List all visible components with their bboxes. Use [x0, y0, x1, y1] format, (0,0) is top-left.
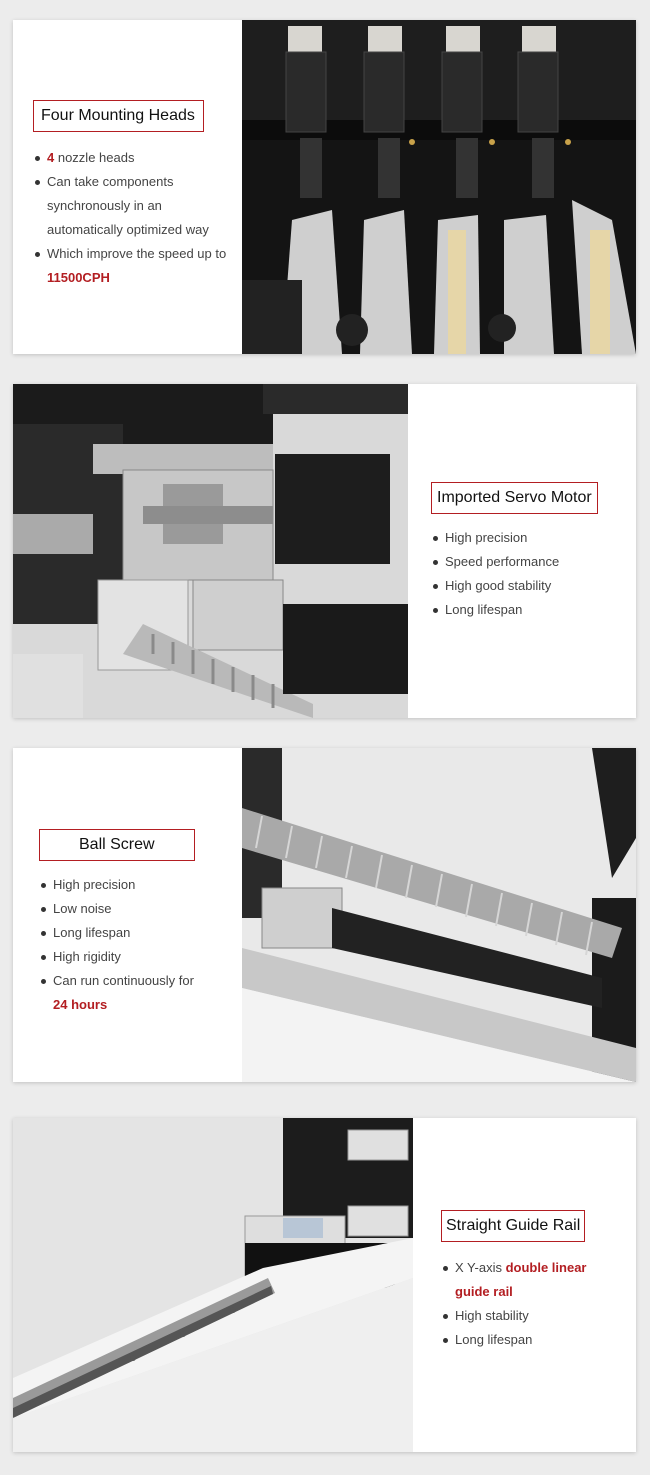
bullet-item: Long lifespan: [431, 598, 631, 622]
mounting-heads-photo: [242, 20, 636, 354]
bullet-item: High good stability: [431, 574, 631, 598]
feature-title: Imported Servo Motor: [431, 482, 598, 514]
feature-card-mounting-heads: [13, 20, 636, 354]
bullet-item: Long lifespan: [441, 1328, 591, 1352]
bullet-item: Can run continuously for 24 hours: [39, 969, 199, 1017]
bullet-item: Which improve the speed up to 11500CPH: [33, 242, 233, 290]
bullet-item: Speed performance: [431, 550, 631, 574]
feature-card-guide-rail: [13, 1118, 636, 1452]
bullet-item: 4 nozzle heads: [33, 146, 233, 170]
bullet-item: High precision: [431, 526, 631, 550]
feature-card-servo-motor: [13, 384, 636, 718]
servo-motor-photo: [13, 384, 408, 718]
bullet-item: X Y-axis double linear guide rail: [441, 1256, 591, 1304]
feature-text-block: [431, 482, 631, 622]
feature-card-ball-screw: [13, 748, 636, 1082]
bullet-item: Long lifespan: [39, 921, 199, 945]
bullet-item: Can take components synchronously in an automatically optimized way: [33, 170, 233, 242]
guide-rail-photo: [13, 1118, 413, 1452]
feature-title: Straight Guide Rail: [441, 1210, 585, 1242]
feature-text-block: [39, 829, 239, 1017]
bullet-item: High rigidity: [39, 945, 199, 969]
ball-screw-photo: [242, 748, 636, 1082]
feature-text-block: [441, 1210, 631, 1352]
feature-title: Ball Screw: [39, 829, 195, 861]
feature-title: Four Mounting Heads: [33, 100, 204, 132]
feature-text-block: [33, 100, 233, 290]
bullet-item: High stability: [441, 1304, 591, 1328]
bullet-item: High precision: [39, 873, 199, 897]
bullet-item: Low noise: [39, 897, 199, 921]
